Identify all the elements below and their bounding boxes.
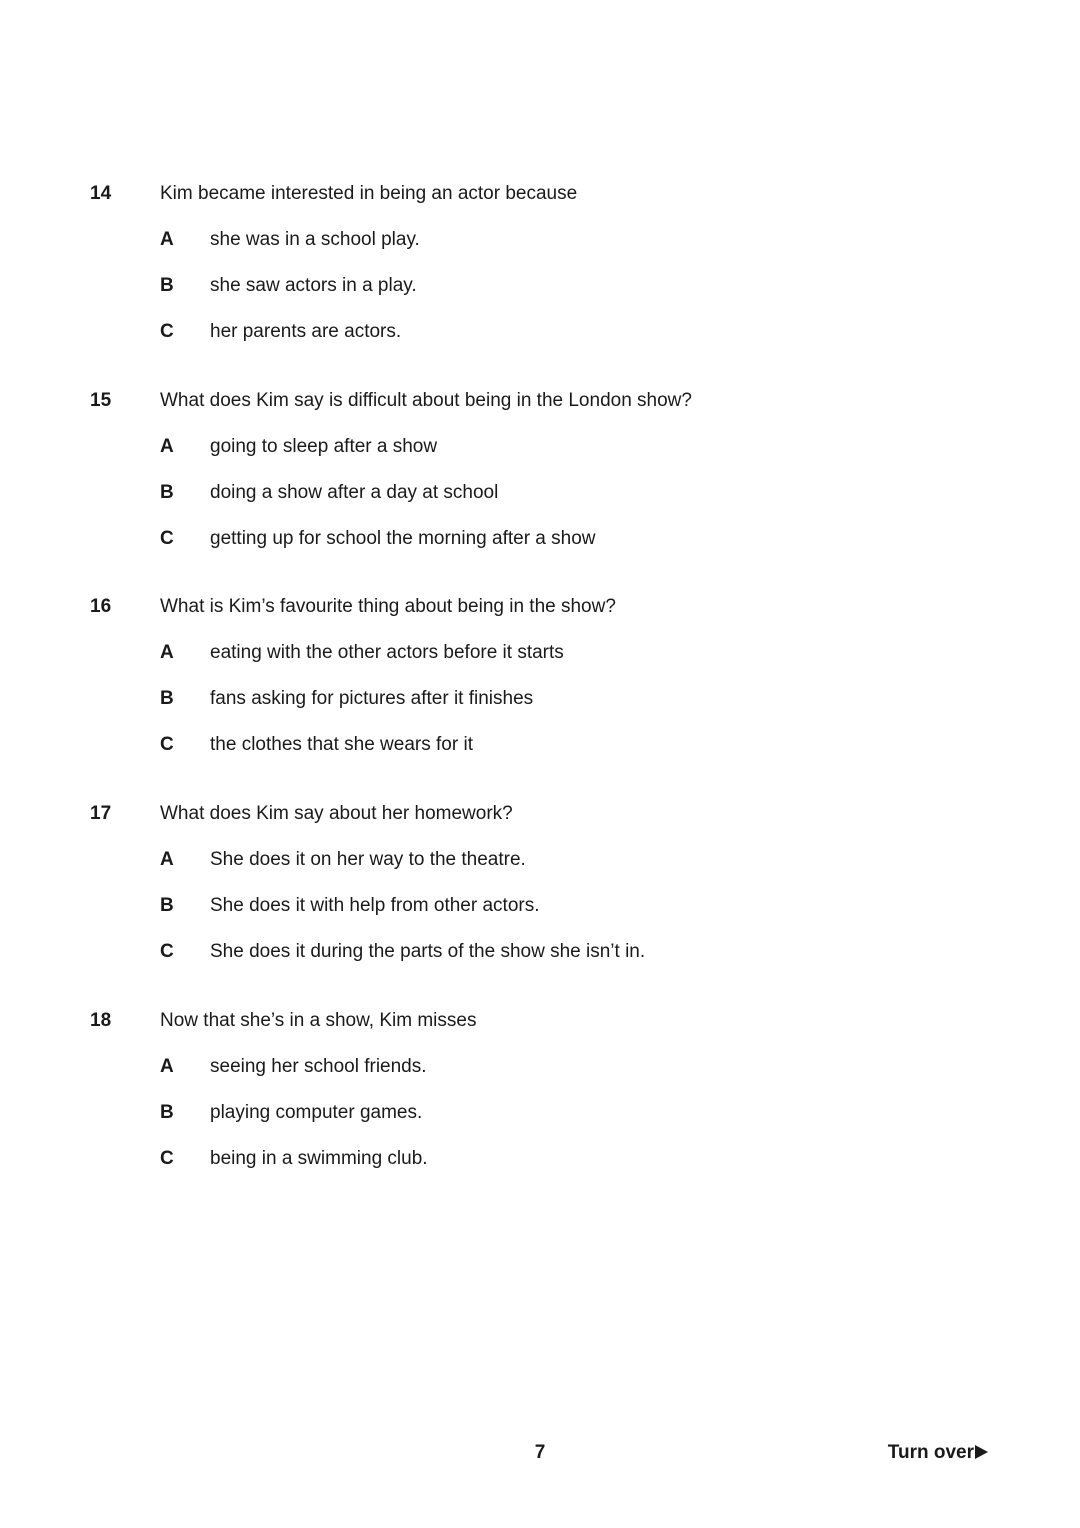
- option-text: playing computer games.: [210, 1102, 423, 1123]
- option-letter: A: [160, 642, 174, 663]
- question-number: 16: [90, 596, 112, 617]
- option-c[interactable]: [0, 733, 1080, 757]
- question-number: 18: [90, 1010, 112, 1031]
- option-letter: A: [160, 1056, 174, 1077]
- option-text: the clothes that she wears for it: [210, 734, 473, 755]
- option-letter: C: [160, 528, 174, 549]
- page-number: 7: [534, 1442, 546, 1463]
- option-letter: C: [160, 941, 174, 962]
- option-a[interactable]: [0, 228, 1080, 252]
- option-text: eating with the other actors before it starts: [210, 642, 564, 663]
- option-a[interactable]: [0, 1055, 1080, 1079]
- question-number: 15: [90, 390, 112, 411]
- option-letter: B: [160, 275, 174, 296]
- right-triangle-arrow-icon: [975, 1445, 988, 1459]
- option-letter: B: [160, 688, 174, 709]
- option-text: doing a show after a day at school: [210, 482, 499, 503]
- option-letter: B: [160, 1102, 174, 1123]
- option-text: she was in a school play.: [210, 229, 420, 250]
- option-text: fans asking for pictures after it finishes: [210, 688, 534, 709]
- option-text: getting up for school the morning after a show: [210, 528, 596, 549]
- option-text: being in a swimming club.: [210, 1148, 428, 1169]
- turn-over-text: Turn over: [887, 1442, 974, 1463]
- option-b[interactable]: [0, 1101, 1080, 1125]
- option-b[interactable]: [0, 687, 1080, 711]
- option-letter: A: [160, 849, 174, 870]
- option-text: She does it during the parts of the show she isn’t in.: [210, 941, 646, 962]
- option-letter: A: [160, 436, 174, 457]
- question-stem: Now that she’s in a show, Kim misses: [160, 1010, 477, 1031]
- option-text: seeing her school friends.: [210, 1056, 427, 1077]
- option-letter: C: [160, 321, 174, 342]
- option-letter: A: [160, 229, 174, 250]
- option-a[interactable]: [0, 848, 1080, 872]
- option-text: going to sleep after a show: [210, 436, 438, 457]
- option-letter: C: [160, 1148, 174, 1169]
- option-b[interactable]: [0, 274, 1080, 298]
- option-letter: B: [160, 482, 174, 503]
- option-a[interactable]: [0, 641, 1080, 665]
- option-c[interactable]: [0, 1147, 1080, 1171]
- option-text: She does it on her way to the theatre.: [210, 849, 526, 870]
- turn-over-label: [888, 1441, 988, 1465]
- option-b[interactable]: [0, 894, 1080, 918]
- question-stem: Kim became interested in being an actor because: [160, 183, 578, 204]
- question-stem: What is Kim’s favourite thing about being in the show?: [160, 596, 616, 617]
- option-text: She does it with help from other actors.: [210, 895, 540, 916]
- question-stem: What does Kim say about her homework?: [160, 803, 513, 824]
- question-stem: What does Kim say is difficult about being in the London show?: [160, 390, 692, 411]
- option-c[interactable]: [0, 320, 1080, 344]
- option-text: she saw actors in a play.: [210, 275, 417, 296]
- question-number: 14: [90, 183, 112, 204]
- option-b[interactable]: [0, 481, 1080, 505]
- option-letter: C: [160, 734, 174, 755]
- option-letter: B: [160, 895, 174, 916]
- question-number: 17: [90, 803, 112, 824]
- option-c[interactable]: [0, 940, 1080, 964]
- option-a[interactable]: [0, 435, 1080, 459]
- option-c[interactable]: [0, 527, 1080, 551]
- option-text: her parents are actors.: [210, 321, 402, 342]
